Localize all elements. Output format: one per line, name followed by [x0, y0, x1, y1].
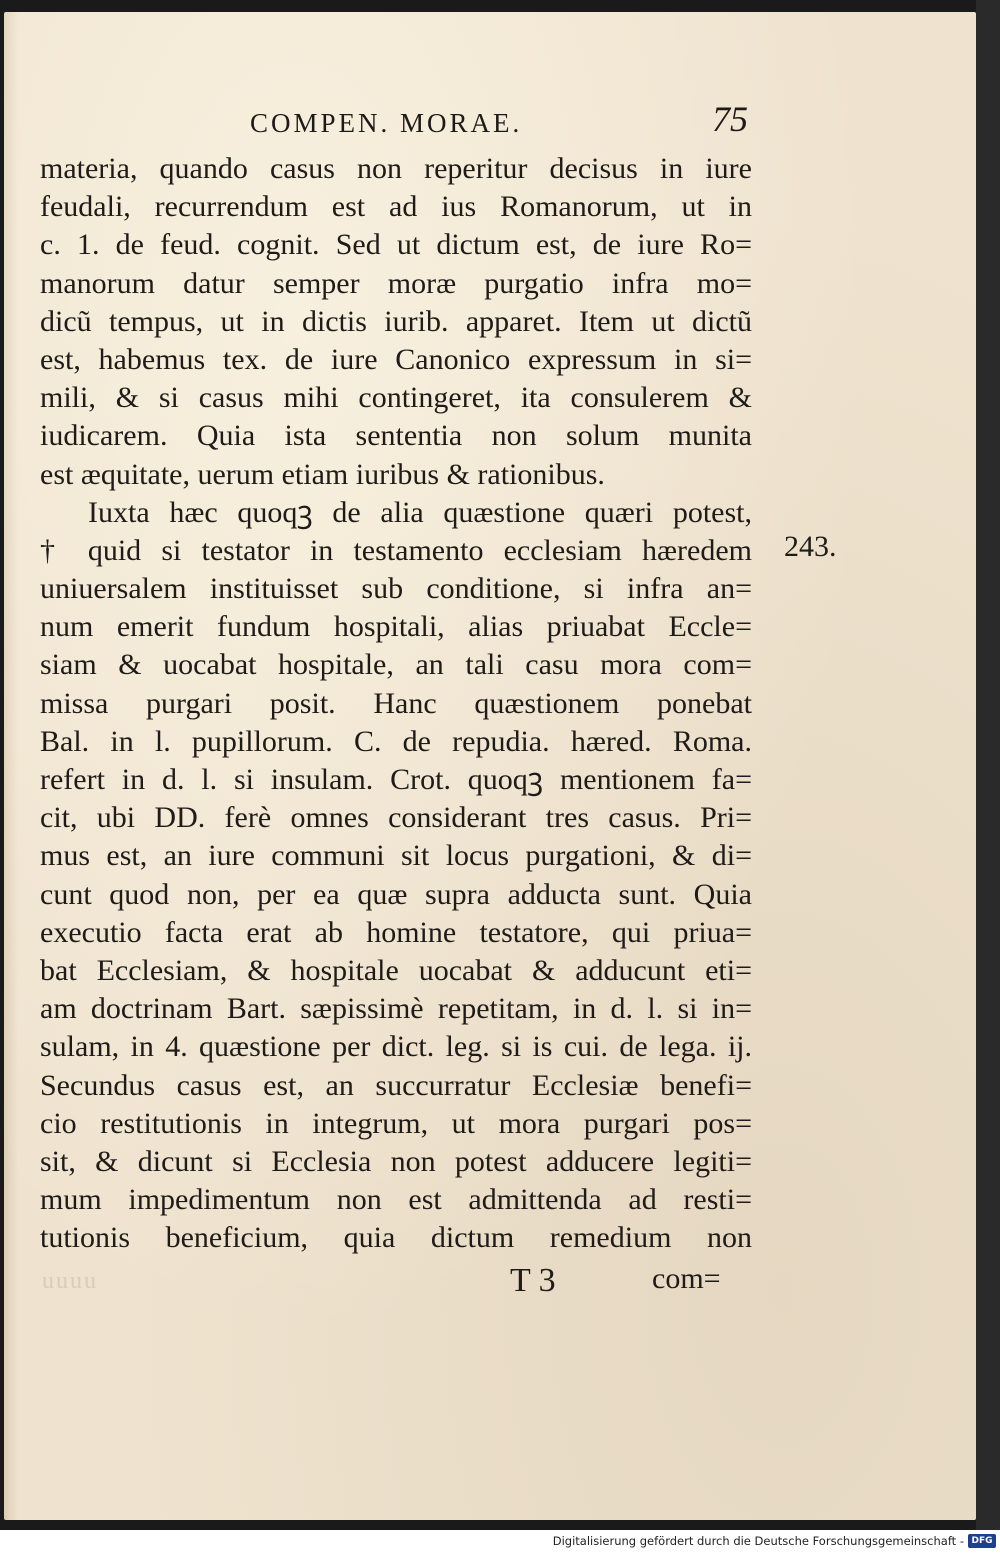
text-line: tutionis beneficium, quia dictum remedium non — [40, 1221, 752, 1255]
marginal-note: 243. — [784, 530, 837, 563]
text-line: sulam, in 4. quæstione per dict. leg. si is cui. de lega. ij. — [40, 1030, 752, 1064]
text-line: refert in d. l. si insulam. Crot. quoqꝫ mentionem fa= — [40, 763, 752, 796]
text-line: mili, & si casus mihi contingeret, ita consulerem & — [40, 381, 752, 415]
text-line: mus est, an iure communi sit locus purgationi, & di= — [40, 839, 752, 873]
text-line: siam & uocabat hospitale, an tali casu mora com= — [40, 648, 752, 682]
footer-bar — [0, 1530, 1000, 1553]
text-line: iudicarem. Quia ista sententia non solum munita — [40, 419, 752, 453]
text-line: mum impedimentum non est admittenda ad resti= — [40, 1183, 752, 1217]
text-line: missa purgari posit. Hanc quæstionem ponebat — [40, 686, 752, 720]
text-line: est, habemus tex. de iure Canonico expressum in si= — [40, 342, 752, 376]
text-line: uniuersalem instituisset sub conditione, si infra an= — [40, 572, 752, 606]
dfg-logo-icon: DFG — [968, 1534, 996, 1548]
scan-edge — [976, 0, 1000, 1530]
text-line: c. 1. de feud. cognit. Sed ut dictum est, de iure Ro= — [40, 228, 752, 262]
page-number: 75 — [712, 99, 748, 139]
text-line: Iuxta hæc quoqꝫ de alia quæstione quæri potest, — [88, 495, 752, 529]
text-line: dicũ tempus, ut in dictis iurib. apparet. Item ut dictũ — [40, 304, 752, 338]
text-line: feudali, recurrendum est ad ius Romanorum, ut in — [40, 190, 752, 224]
bleed-through-text: uuuu — [42, 1268, 98, 1294]
text-line: sit, & dicunt si Ecclesia non potest adducere legiti= — [40, 1144, 752, 1178]
text-line: est æquitate, uerum etiam iuribus & rationibus. — [40, 457, 605, 491]
body-text — [40, 150, 752, 1257]
text-line: cio restitutionis in integrum, ut mora purgari pos= — [40, 1106, 752, 1140]
catchword: com= — [652, 1262, 721, 1295]
text-line: num emerit fundum hospitali, alias priuabat Eccle= — [40, 610, 752, 644]
text-line: am doctrinam Bart. sæpissimè repetitam, in d. l. si in= — [40, 992, 752, 1026]
text-line: bat Ecclesiam, & hospitale uocabat & adducunt eti= — [40, 953, 752, 987]
text-line: † quid si testator in testamento ecclesiam hæredem — [40, 533, 752, 567]
text-line: manorum datur semper moræ purgatio infra mo= — [40, 266, 752, 300]
signature-mark: T 3 — [510, 1262, 556, 1299]
text-line: cit, ubi DD. ferè omnes considerant tres casus. Pri= — [40, 801, 752, 835]
text-line: cunt quod non, per ea quæ supra adducta sunt. Quia — [40, 877, 752, 911]
text-line: Bal. in l. pupillorum. C. de repudia. hæred. Roma. — [40, 724, 752, 758]
text-line: Secundus casus est, an succurratur Ecclesiæ benefi= — [40, 1068, 752, 1102]
text-line: executio facta erat ab homine testatore, qui priua= — [40, 915, 752, 949]
funding-credit: Digitalisierung gefördert durch die Deutsche Forschungsgemeinschaft - — [552, 1534, 964, 1548]
text-line: materia, quando casus non reperitur decisus in iure — [40, 152, 752, 185]
running-head: COMPEN. MORAE. — [250, 108, 523, 138]
